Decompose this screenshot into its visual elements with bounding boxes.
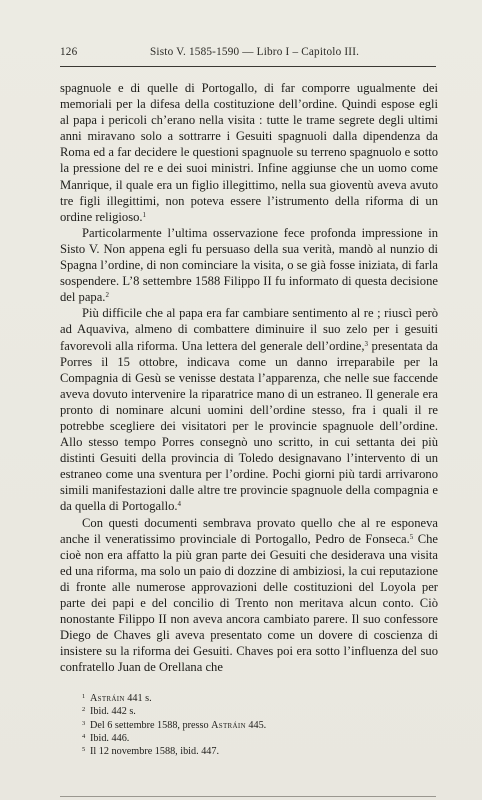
header-rule [60, 66, 436, 67]
footnote [60, 692, 438, 705]
author-name: Astráin [211, 719, 246, 731]
footnote-number: 5 [82, 746, 86, 754]
footnote [60, 719, 438, 732]
footnote-ref: 4 [177, 500, 182, 509]
text-run: Più difficile che al papa era far cambiare sentimento al re ; riuscì però ad Aquaviva, almeno di combattere diminuire il suo zelo per i gesuiti favorevoli alla riforma. Una lettera del generale dell’ordine, [60, 306, 438, 353]
text-run: Ibid. 446. [90, 732, 130, 744]
footnote-ref: 1 [142, 210, 147, 219]
paragraph [60, 80, 438, 225]
text-run: spagnuole e di quelle di Portogallo, di far comporre ugualmente dei memoriali per la difesa della costituzione dell’ordine. Quindi espose egli al papa i pericoli ch’erano nella visita : tutte le trame segrete degli ultimi anni miravano solo a sottrarre i Gesuiti spagnuoli dalla dipendenza da Roma ed a far decidere le questioni spagnuole su terreno spagnuolo e sotto la pressione del re e dei suoi ministri. Infine aggiunse che un uomo come Manrique, il quale era un figlio illegittimo, nella sua gioventù aveva avuto tre figli illegittimi, non poteva essere l’istrumento della riforma di un ordine religioso. [60, 81, 438, 224]
footnotes [60, 692, 438, 758]
paragraph [60, 515, 438, 676]
author-name: Astráin [90, 693, 125, 704]
footnote-ref: 5 [409, 532, 414, 541]
footnote-number: 3 [82, 719, 86, 727]
footnote [60, 705, 438, 718]
page-number: 126 [60, 46, 78, 58]
running-title: Sisto V. 1585-1590 — Libro I – Capitolo III. [150, 46, 360, 58]
running-header [60, 46, 436, 64]
footnote-ref: 2 [105, 291, 109, 300]
text-run: Ibid. 442 s. [90, 706, 136, 718]
footnote-number: 4 [82, 732, 86, 740]
text-run: Particolarmente l’ultima osservazione fece profonda impressione in Sisto V. Non appena egli fu persuaso della sua verità, mandò al nunzio di Spagna l’ordine, di non cominciare la visita, o se già fosse iniziata, di farla sospendere. L’8 settembre 1588 Filippo II fu informato di questa decisione del papa. [60, 225, 438, 305]
text-run: Il 12 novembre 1588, ibid. 447. [90, 746, 220, 758]
text-run: presentata da Porres il 15 ottobre, indicava come un danno irreparabile per la Compagnia di Gesù se venisse destata l’apparenza, che nelle sue faccende aveva dovuto intervenire la riparatrice mano di un estraneo. Il generale era pronto di nominare alcuni uomini dell’ordine stesso, fra i quali il re potrebbe scegliere dei visitatori per le provincie spagnuole dell’ordine. Allo stesso tempo Porres consegnò uno scritto, in cui settanta dei più distinti Gesuiti della provincia di Toledo designavano l’intervento di un estraneo come una sventura per l’ordine. Pochi giorni più tardi arrivarono simili manifestazioni dalle altre tre provincie spagnuole della compagnia e da quella di Portogallo. [60, 338, 438, 514]
text-run: Con questi documenti sembrava provato quello che al re esponeva anche il veneratissimo provinciale di Portogallo, Pedro de Fonseca. [60, 515, 438, 546]
paragraph [60, 225, 438, 305]
footnote [60, 745, 438, 758]
text-run: Del 6 settembre 1588, presso [90, 719, 212, 731]
footnote-number: 1 [82, 693, 86, 700]
text-run: Che cioè non era affatto la più gran parte dei Gesuiti che desiderava una visita ed una riforma, ma solo un paio di dozzine di ambiziosi, la cui reputazione di fronte alle numerose approvazioni delle costituzioni del Loyola per parte dei papi e del concilio di Trento non meritava alcun conto. Ciò nonostante Filippo II non aveva ancora cambiato parere. Il suo confessore Diego de Chaves gli aveva presentato come un dovere di coscienza di insistere su la riforma dei Gesuiti. Chaves poi era sotto l’influenza del suo confratello Juan de Orellana che [60, 531, 438, 675]
body-text [60, 80, 438, 675]
text-run: 445. [245, 719, 267, 731]
text-run: 441 s. [124, 693, 152, 704]
paragraph [60, 305, 438, 514]
page-bottom-edge [60, 796, 436, 797]
footnote-ref: 3 [364, 339, 368, 348]
footnote-number: 2 [82, 706, 86, 714]
footnote [60, 732, 438, 745]
